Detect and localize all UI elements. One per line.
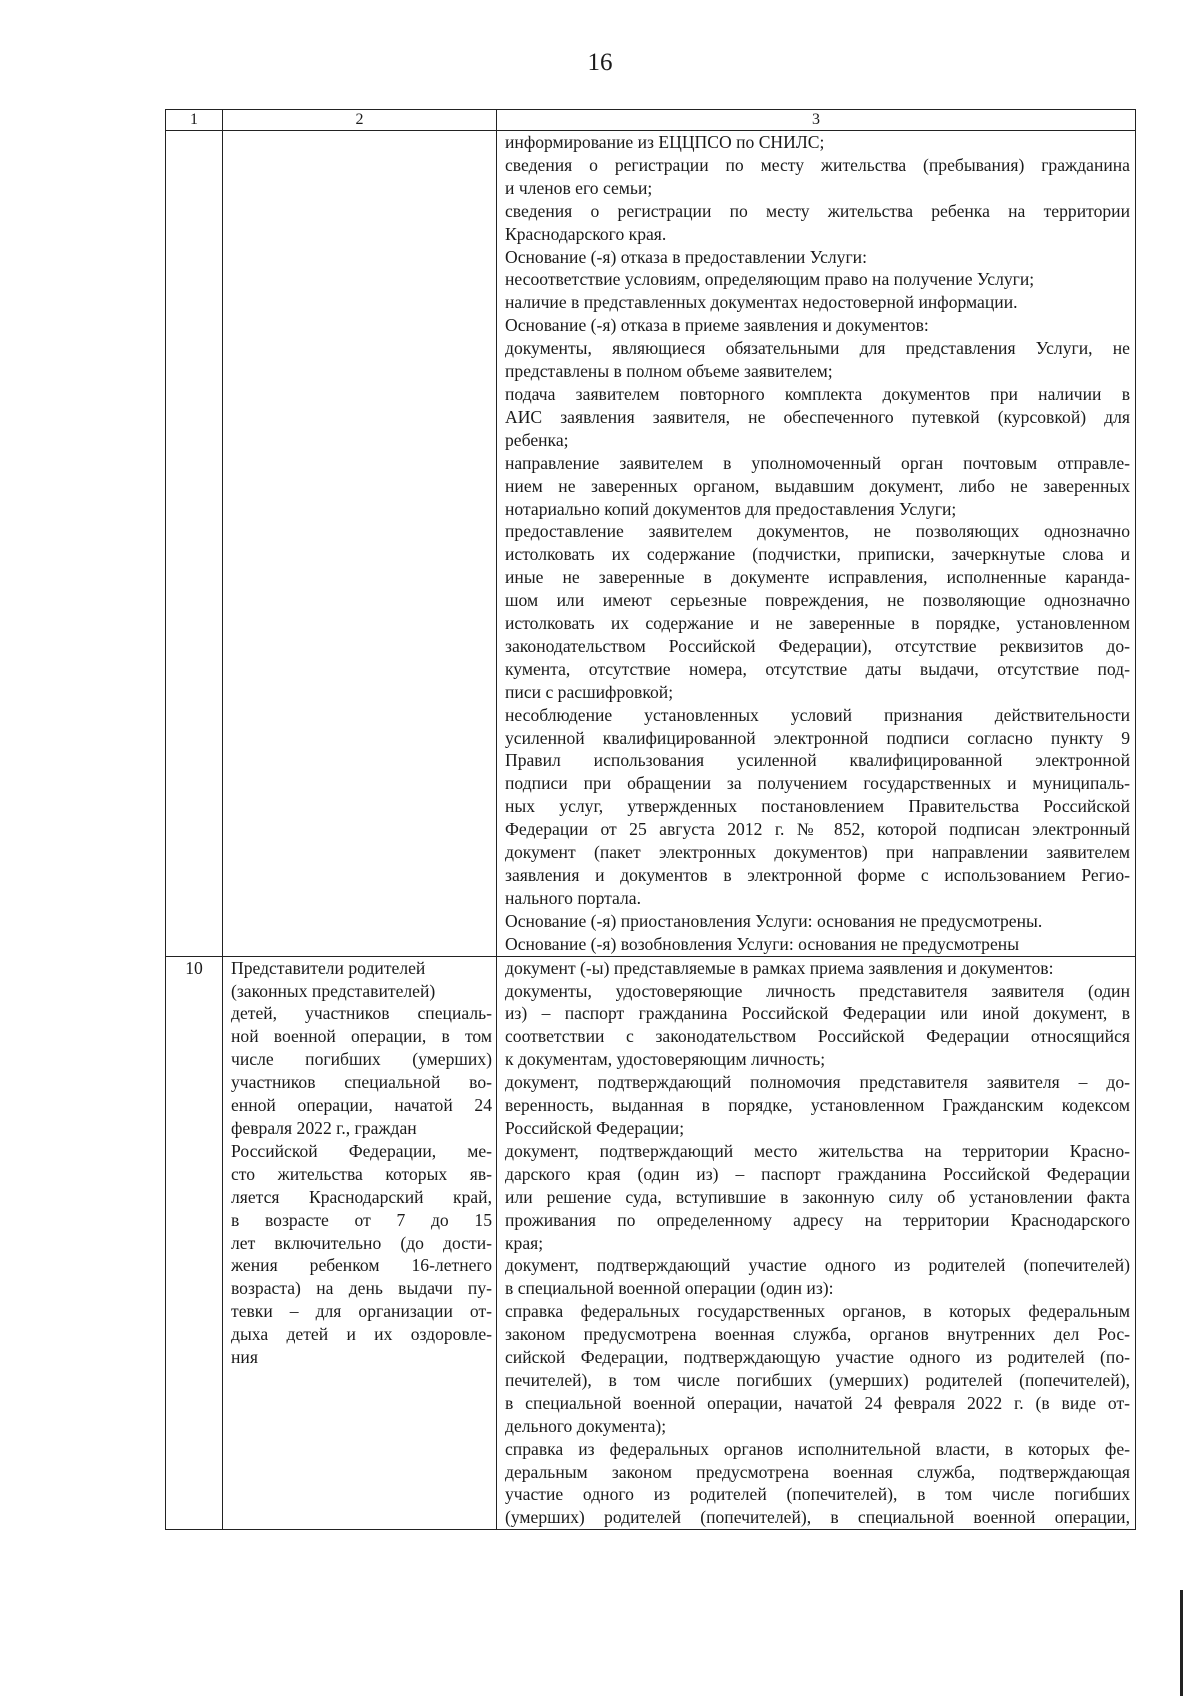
- text-line: деральным законом предусмотрена военная служба, подтверждающая: [505, 1461, 1130, 1482]
- text-line: Основание (-я) возобновления Услуги: основания не предусмотрены: [505, 933, 1020, 954]
- text-line: соответствии с законодательством Российской Федерации относящийся: [505, 1026, 1130, 1047]
- text-line: февраля 2022 г., граждан: [231, 1117, 417, 1138]
- documents-and-grounds-cell: [497, 956, 1136, 1530]
- text-line: несоответствие условиям, определяющим право на получение Услуги;: [505, 269, 1035, 290]
- text-line: документ, подтверждающий полномочия представителя заявителя – до-: [505, 1072, 1130, 1093]
- table-row-continuation: [166, 131, 1136, 957]
- page-number: 16: [587, 49, 613, 76]
- text-line: ной военной операции, в том: [231, 1026, 492, 1047]
- text-line: дыха детей и их оздоровле-: [231, 1324, 492, 1345]
- text-line: детей, участников специаль-: [231, 1003, 492, 1024]
- text-line: истолковать их содержание и не заверенные в порядке, установленном: [505, 613, 1130, 634]
- text-line: документ, подтверждающий участие одного из родителей (попечителей): [505, 1255, 1130, 1276]
- text-line: иные не заверенные в документе исправления, исполненные каранда-: [505, 567, 1130, 588]
- row-number-cell: [166, 131, 223, 957]
- scan-edge-mark: [1180, 1590, 1183, 1696]
- text-line: лет включительно (до дости-: [231, 1232, 492, 1253]
- text-line: истолковать их содержание (подчистки, приписки, зачеркнутые слова и: [505, 544, 1130, 565]
- text-line: в специальной военной операции, начатой 24 февраля 2022 г. (в виде от-: [505, 1392, 1130, 1413]
- text-line: документ (-ы) представляемые в рамках приема заявления и документов:: [505, 957, 1054, 978]
- text-line: тевки – для организации от-: [231, 1301, 492, 1322]
- documents-and-grounds-cell: [497, 131, 1136, 957]
- text-line: подписи при обращении за получением государственных и муниципаль-: [505, 773, 1130, 794]
- table-header-row: [166, 110, 1136, 131]
- text-line: справка федеральных государственных органов, в которых федеральным: [505, 1301, 1130, 1322]
- text-line: ребенка;: [505, 429, 569, 450]
- text-line: документ, подтверждающий место жительства на территории Красно-: [505, 1140, 1130, 1161]
- column-header-3: 3: [497, 110, 1136, 131]
- text-line: Основание (-я) отказа в предоставлении Услуги:: [505, 246, 867, 267]
- text-line: Российской Федерации, ме-: [231, 1140, 492, 1161]
- text-line: в специальной военной операции (один из):: [505, 1278, 834, 1299]
- text-line: направление заявителем в уполномоченный орган почтовым отправле-: [505, 452, 1130, 473]
- text-line: Краснодарского края.: [505, 223, 667, 244]
- text-line: нием не заверенных органом, выдавшим документ, либо не заверенных: [505, 475, 1130, 496]
- text-line: (умерших) родителей (попечителей), в специальной военной операции,: [505, 1507, 1130, 1528]
- text-line: нотариально копий документов для предоставления Услуги;: [505, 498, 957, 519]
- text-line: справка из федеральных органов исполнительной власти, в которых фе-: [505, 1438, 1130, 1459]
- text-line: сведения о регистрации по месту жительства (пребывания) гражданина: [505, 154, 1130, 175]
- text-line: ных услуг, утвержденных постановлением Правительства Российской: [505, 796, 1130, 817]
- text-line: информирование из ЕЦЦПСО по СНИЛС;: [505, 132, 825, 152]
- text-line: предоставление заявителем документов, не позволяющих однозначно: [505, 521, 1130, 542]
- text-line: усиленной квалифицированной электронной подписи согласно пункту 9: [505, 727, 1130, 748]
- text-line: енной операции, начатой 24: [231, 1095, 492, 1116]
- document-table: [165, 109, 1136, 1530]
- recipient-category-cell: [223, 131, 497, 957]
- text-line: нального портала.: [505, 887, 641, 908]
- text-line: в возрасте от 7 до 15: [231, 1209, 492, 1230]
- text-line: участие одного из родителей (попечителей), в том числе погибших: [505, 1484, 1130, 1505]
- text-line: дарского края (один из) – паспорт гражданина Российской Федерации: [505, 1163, 1130, 1184]
- text-line: представлены в полном объеме заявителем;: [505, 361, 833, 382]
- text-line: Представители родителей: [231, 957, 426, 978]
- column-header-2: 2: [223, 110, 497, 131]
- text-line: законодательством Российской Федерации), отсутствие реквизитов до-: [505, 635, 1130, 656]
- text-line: законом предусмотрена военная служба, органов внутренних дел Рос-: [505, 1324, 1130, 1345]
- text-line: шом или имеют серьезные повреждения, не позволяющие однозначно: [505, 590, 1130, 611]
- text-line: участников специальной во-: [231, 1072, 492, 1093]
- column-header-1: 1: [166, 110, 223, 131]
- text-line: несоблюдение установленных условий признания действительности: [505, 704, 1130, 725]
- text-line: ния: [231, 1347, 258, 1368]
- text-line: заявления и документов в электронной форме с использованием Регио-: [505, 865, 1130, 885]
- text-line: сведения о регистрации по месту жительства ребенка на территории: [505, 200, 1130, 221]
- text-line: жения ребенком 16-летнего: [231, 1255, 492, 1276]
- text-line: Правил использования усиленной квалифицированной электронной: [505, 750, 1130, 771]
- text-line: или решение суда, вступившие в законную силу об установлении факта: [505, 1186, 1130, 1207]
- text-line: (законных представителей): [231, 980, 436, 1001]
- text-line: числе погибших (умерших): [231, 1049, 492, 1070]
- text-line: ляется Краснодарский край,: [231, 1186, 492, 1207]
- text-line: из) – паспорт гражданина Российской Федерации или иной документ, в: [505, 1003, 1130, 1024]
- text-line: Основание (-я) приостановления Услуги: основания не предусмотрены.: [505, 910, 1043, 931]
- text-line: проживания по определенному адресу на территории Краснодарского: [505, 1209, 1130, 1230]
- table-row-10: [166, 956, 1136, 1530]
- text-line: документы, удостоверяющие личность представителя заявителя (один: [505, 980, 1130, 1001]
- text-line: кумента, отсутствие номера, отсутствие даты выдачи, отсутствие под-: [505, 658, 1130, 679]
- text-line: веренность, выданная в порядке, установленном Гражданским кодексом: [505, 1095, 1130, 1116]
- text-line: АИС заявления заявителя, не обеспеченного путевкой (курсовкой) для: [505, 406, 1130, 427]
- text-line: Российской Федерации;: [505, 1117, 685, 1138]
- text-line: документы, являющиеся обязательными для представления Услуги, не: [505, 338, 1130, 359]
- text-line: к документам, удостоверяющим личность;: [505, 1049, 826, 1070]
- text-line: Основание (-я) отказа в приеме заявления и документов:: [505, 315, 929, 336]
- text-line: сто жительства которых яв-: [231, 1163, 492, 1184]
- text-line: документ (пакет электронных документов) при направлении заявителем: [505, 842, 1130, 863]
- text-line: печителей), в том числе погибших (умерших) родителей (попечителей),: [505, 1369, 1130, 1390]
- text-line: возраста) на день выдачи пу-: [231, 1278, 492, 1299]
- text-line: писи с расшифровкой;: [505, 681, 674, 702]
- text-line: Федерации от 25 августа 2012 г. № 852, которой подписан электронный: [505, 819, 1130, 840]
- text-line: сийской Федерации, подтверждающую участие одного из родителей (по-: [505, 1347, 1130, 1368]
- text-line: подача заявителем повторного комплекта документов при наличии в: [505, 383, 1130, 404]
- row-number-cell: 10: [166, 956, 223, 1530]
- recipient-category-cell: [223, 956, 497, 1530]
- text-line: края;: [505, 1232, 544, 1253]
- text-line: наличие в представленных документах недостоверной информации.: [505, 292, 1018, 313]
- text-line: дельного документа);: [505, 1415, 667, 1436]
- text-line: и членов его семьи;: [505, 177, 653, 198]
